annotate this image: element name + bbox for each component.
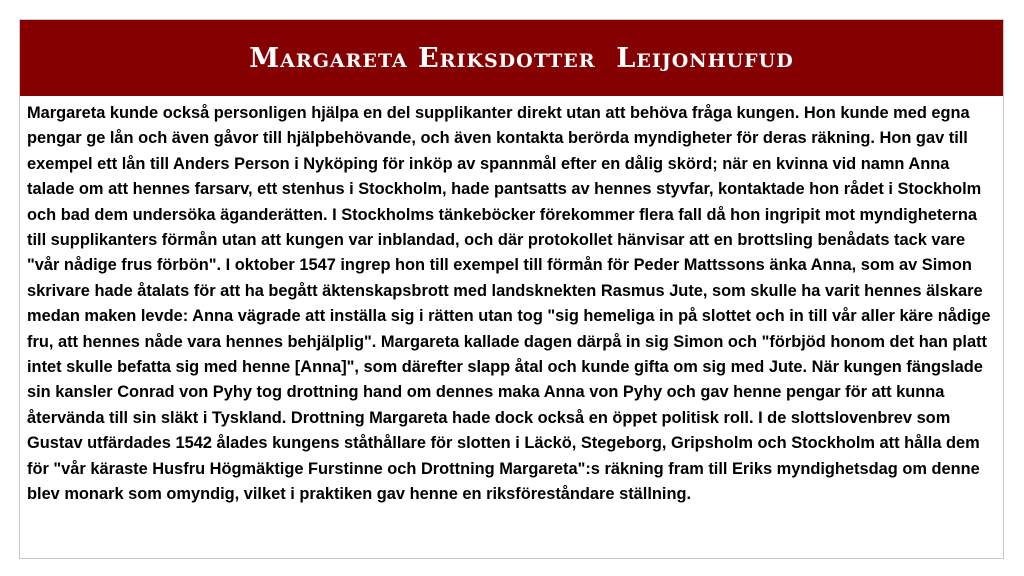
title-banner	[20, 20, 1003, 96]
slide-title: Margareta Eriksdotter Leijonhufud	[249, 42, 794, 74]
body-paragraph: Margareta kunde också personligen hjälpa en del supplikanter direkt utan att behöva fråga kungen. Hon kunde med egna pengar ge lån och även gåvor till hjälpbehövande, och även kontakta berörda myndigheter för deras räkning. Hon gav till exempel ett lån till Anders Person i Nyköping för inköp av spannmål efter en dålig skörd; när en kvinna vid namn Anna talade om att hennes farsarv, ett stenhus i Stockholm, hade pantsatts av hennes styvfar, kontaktade hon rådet i Stockholm och bad dem undersöka äganderätten. I Stockholms tänkeböcker förekommer flera fall då hon ingripit mot myndigheterna till supplikanters förmån utan att kungen var inblandad, och där protokollet hänvisar att en brottsling benådats tack vare "vår nådige frus förbön". I oktober 1547 ingrep hon till exempel till förmån för Peder Mattssons änka Anna, som av Simon skrivare hade åtalats för att ha begått äktenskapsbrott med landsknekten Rasmus Jute, som skulle ha varit hennes älskare medan maken levde: Anna vägrade att inställa sig i rätten utan tog "sig hemeliga in på slottet och in till vår aller käre nådige fru, att hennes nåde vara hennes behjälplig". Margareta kallade dagen därpå in sig Simon och "förbjöd honom det han platt intet skulle befatta sig med henne [Anna]", som därefter slapp åtal och kunde gifta om sig med Jute. När kungen fängslade sin kansler Conrad von Pyhy tog drottning hand om dennes maka Anna von Pyhy och gav henne pengar för att kunna återvända till sin släkt i Tyskland. Drottning Margareta hade dock också en öppet politisk roll. I de slottslovenbrev som Gustav utfärdades 1542 ålades kungens ståthållare för slotten i Läckö, Stegeborg, Gripsholm och Stockholm att hålla dem för "vår käraste Husfru Högmäktige Furstinne och Drottning Margareta":s räkning fram till Eriks myndighetsdag om denne blev monark som omyndig, vilket i praktiken gav henne en riksföreståndare ställning.	[27, 104, 991, 504]
slide-frame	[19, 19, 1004, 559]
